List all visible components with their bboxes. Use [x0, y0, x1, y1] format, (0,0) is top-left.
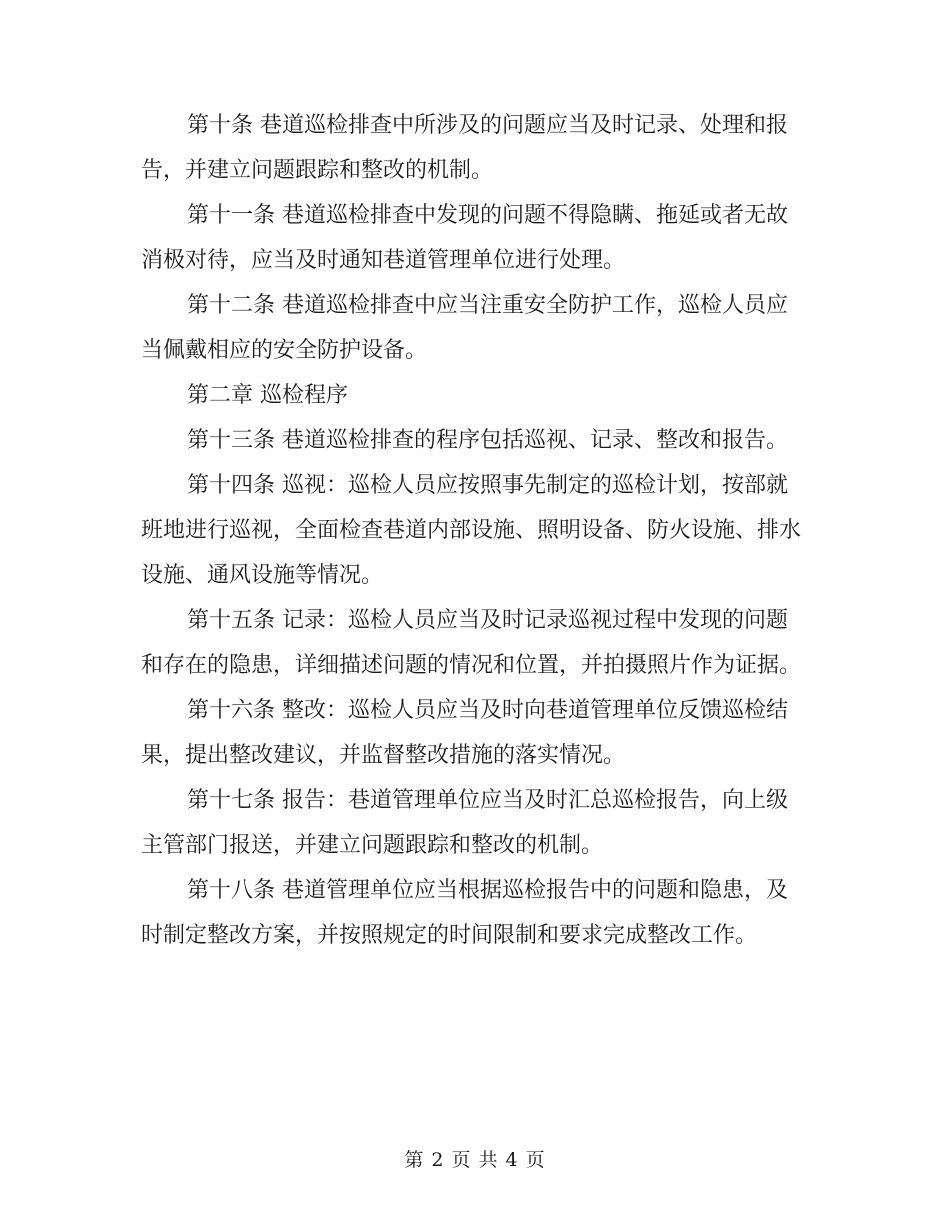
article-17: 第十七条 报告：巷道管理单位应当及时汇总巡检报告，向上级主管部门报送，并建立问题跟踪和整改的机制。 [141, 788, 788, 858]
article-16: 第十六条 整改：巡检人员应当及时向巷道管理单位反馈巡检结果，提出整改建议，并监督整改措施的落实情况。 [141, 698, 788, 768]
article-10: 第十条 巷道巡检排查中所涉及的问题应当及时记录、处理和报告，并建立问题跟踪和整改的机制。 [141, 113, 788, 183]
page-number: 第 2 页 共 4 页 [404, 1149, 546, 1171]
article-15: 第十五条 记录：巡检人员应当及时记录巡视过程中发现的问题和存在的隐患，详细描述问题的情况和位置，并拍摄照片作为证据。 [141, 608, 802, 678]
document-body [141, 103, 809, 958]
article-13: 第十三条 巷道巡检排查的程序包括巡视、记录、整改和报告。 [187, 428, 788, 453]
chapter-heading: 第二章 巡检程序 [187, 383, 348, 408]
article-18: 第十八条 巷道管理单位应当根据巡检报告中的问题和隐患，及时制定整改方案，并按照规定的时间限制和要求完成整改工作。 [141, 878, 788, 948]
article-12: 第十二条 巷道巡检排查中应当注重安全防护工作，巡检人员应当佩戴相应的安全防护设备。 [141, 293, 788, 363]
article-14: 第十四条 巡视：巡检人员应按照事先制定的巡检计划，按部就班地进行巡视，全面检查巷道内部设施、照明设备、防火设施、排水设施、通风设施等情况。 [141, 473, 802, 588]
article-11: 第十一条 巷道巡检排查中发现的问题不得隐瞒、拖延或者无故消极对待，应当及时通知巷道管理单位进行处理。 [141, 203, 788, 273]
